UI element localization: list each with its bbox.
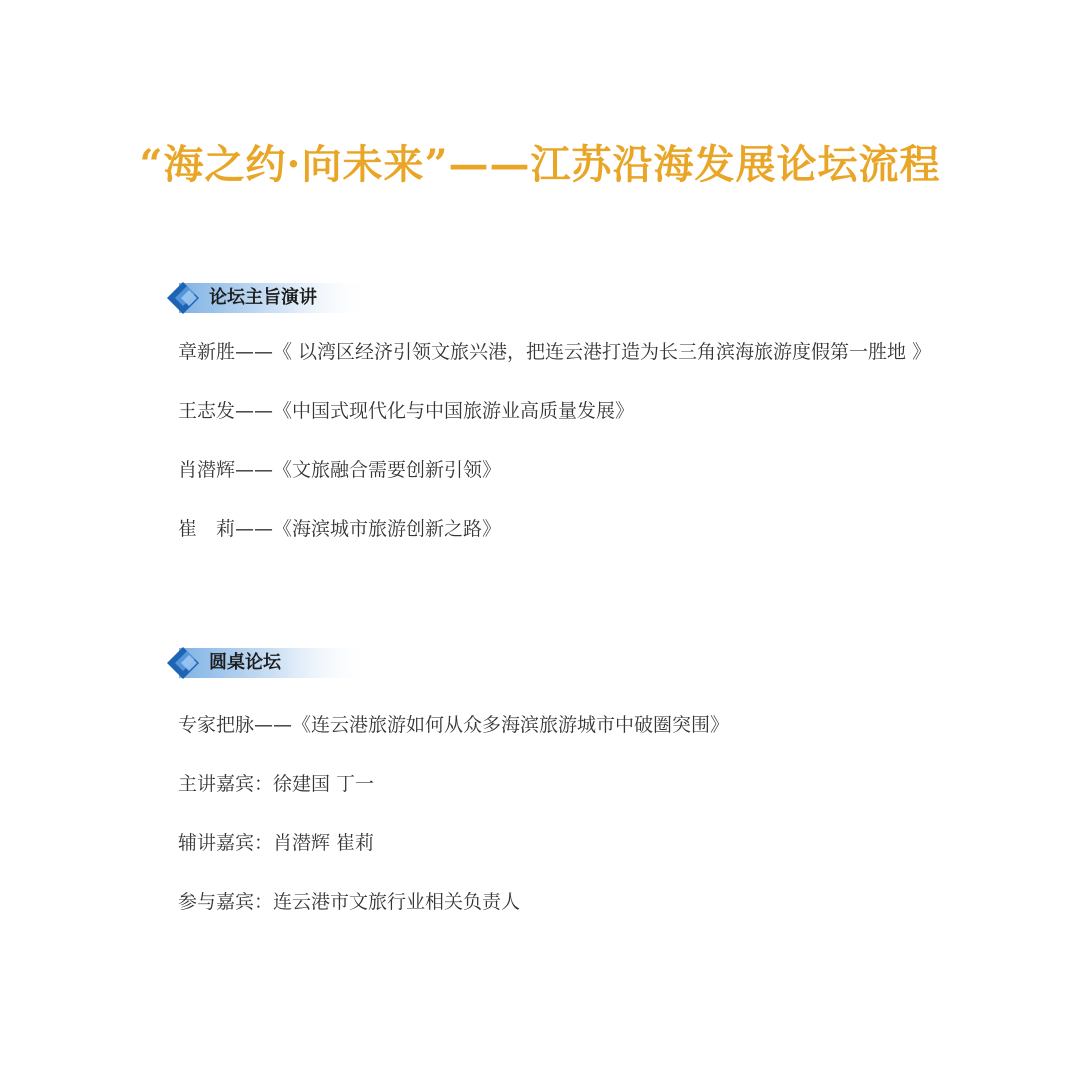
page-title: “海之约·向未来”——江苏沿海发展论坛流程 <box>139 141 941 188</box>
roundtable-line-2: 主讲嘉宾：徐建国 丁一 <box>178 773 375 795</box>
roundtable-line-1: 专家把脉——《连云港旅游如何从众多海滨旅游城市中破圈突围》 <box>178 714 730 736</box>
keynote-line-3: 肖潜辉——《文旅融合需要创新引领》 <box>178 459 502 481</box>
roundtable-line-4: 参与嘉宾：连云港市文旅行业相关负责人 <box>178 891 521 913</box>
section-header-keynote <box>163 281 373 315</box>
keynote-line-4: 崔 莉——《海滨城市旅游创新之路》 <box>178 518 502 540</box>
section-title-roundtable: 圆桌论坛 <box>209 652 281 673</box>
section-title-keynote: 论坛主旨演讲 <box>209 287 317 308</box>
section-header-roundtable <box>163 646 373 680</box>
chevron-right-icon <box>163 646 203 680</box>
chevron-right-icon <box>163 281 203 315</box>
keynote-line-2: 王志发——《中国式现代化与中国旅游业高质量发展》 <box>178 400 635 422</box>
keynote-line-1: 章新胜——《 以湾区经济引领文旅兴港，把连云港打造为长三角滨海旅游度假第一胜地 》 <box>178 341 932 363</box>
roundtable-line-3: 辅讲嘉宾：肖潜辉 崔莉 <box>178 832 375 854</box>
